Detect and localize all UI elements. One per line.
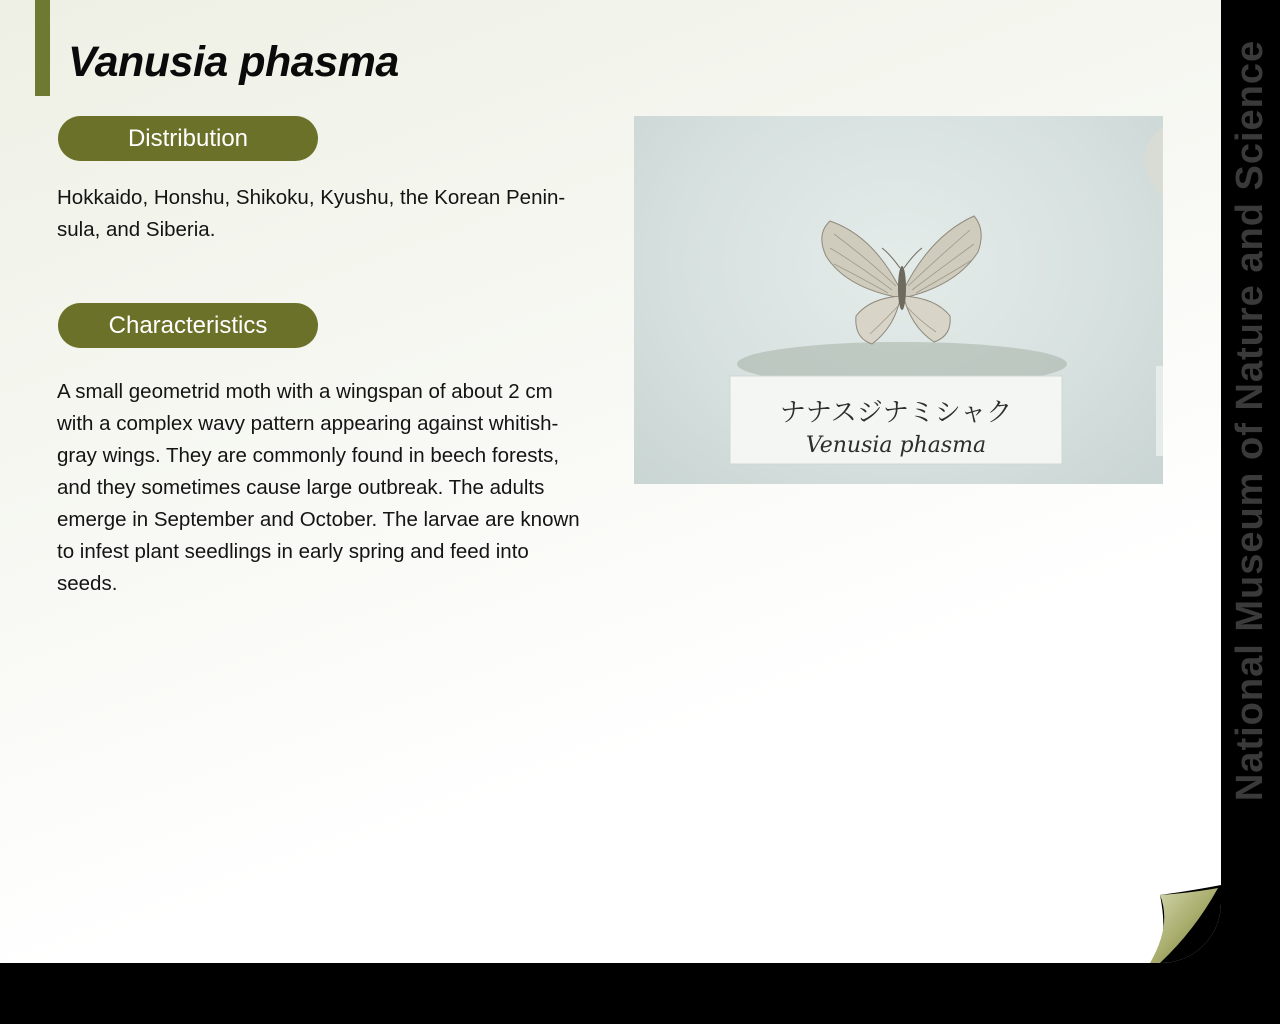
side-banner: [1222, 0, 1280, 840]
moth-icon: [822, 216, 981, 344]
specimen-photo: [634, 116, 1163, 484]
characteristics-text: A small geometrid moth with a wingspan of about 2 cm with a complex wavy pattern appearing against whitish-gray wings. They are commonly found in beech forests, and they sometimes cause large outbreak. The adults emerge in September and October. The larvae are known to infest plant seedlings in early spring and feed into seeds.: [57, 380, 580, 595]
specimen-label-latin: Venusia phasma: [805, 433, 987, 458]
distribution-heading: Distribution: [58, 116, 318, 161]
title-accent-bar: [35, 0, 50, 96]
side-banner-text: National Museum of Nature and Science: [1229, 39, 1272, 801]
characteristics-heading: Characteristics: [58, 303, 318, 348]
page-title: Vanusia phasma: [68, 38, 399, 86]
specimen-illustration: [634, 116, 1163, 484]
distribution-text: Hokkaido, Honshu, Shikoku, Kyushu, the Korean Penin-sula, and Siberia.: [57, 186, 566, 241]
specimen-label-japanese: ナナスジナミシャク: [779, 398, 1013, 428]
page-curl-icon: [1120, 885, 1221, 963]
